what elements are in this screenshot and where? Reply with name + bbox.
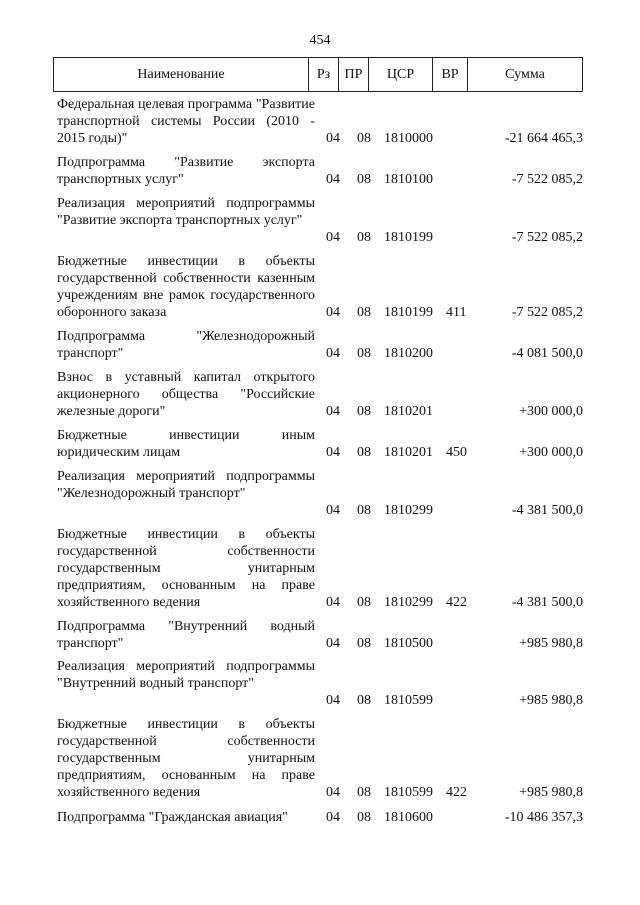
- row-csr: 1810201: [384, 404, 433, 419]
- row-name: Подпрограмма "Развитие экспорта транспортных услуг": [57, 155, 315, 187]
- header-sum: Сумма: [468, 58, 583, 92]
- table-row: [0, 716, 640, 801]
- row-name: Федеральная целевая программа "Развитие транспортной системы России (2010 - 2015 годы)": [57, 97, 315, 146]
- row-csr: 1810299: [384, 595, 433, 610]
- row-name: Бюджетные инвестиции в объекты государственной собственности государственным унитарным предприятиям, основанным на праве хозяйственного ведения: [57, 527, 315, 610]
- row-vr: 411: [446, 305, 467, 320]
- row-csr: 1810299: [384, 503, 433, 518]
- row-csr: 1810199: [384, 305, 433, 320]
- row-vr: 422: [446, 785, 467, 800]
- row-sum: +985 980,8: [519, 785, 583, 800]
- row-rz: 04: [326, 305, 340, 320]
- row-name: Подпрограмма "Гражданская авиация": [57, 810, 288, 825]
- row-pr: 08: [357, 172, 371, 187]
- row-name: Подпрограмма "Железнодорожный транспорт": [57, 329, 315, 361]
- row-rz: 04: [326, 131, 340, 146]
- row-csr: 1810500: [384, 636, 433, 651]
- row-csr: 1810100: [384, 172, 433, 187]
- row-pr: 08: [357, 305, 371, 320]
- row-sum: -10 486 357,3: [504, 810, 583, 825]
- row-pr: 08: [357, 810, 371, 825]
- row-name: Реализация мероприятий подпрограммы "Железнодорожный транспорт": [57, 469, 315, 501]
- header-vr: ВР: [433, 58, 468, 92]
- table-row: [0, 618, 640, 652]
- row-name: Бюджетные инвестиции иным юридическим лицам: [57, 428, 315, 460]
- row-sum: +985 980,8: [519, 636, 583, 651]
- row-rz: 04: [326, 445, 340, 460]
- row-sum: -4 381 500,0: [511, 595, 583, 610]
- row-vr: 422: [446, 595, 467, 610]
- header-csr: ЦСР: [369, 58, 433, 92]
- row-csr: 1810200: [384, 346, 433, 361]
- row-pr: 08: [357, 636, 371, 651]
- row-rz: 04: [326, 693, 340, 708]
- row-rz: 04: [326, 785, 340, 800]
- table-row: [0, 195, 640, 246]
- row-rz: 04: [326, 404, 340, 419]
- row-name: Бюджетные инвестиции в объекты государственной собственности казенным учреждениям вне рамок государственного оборонного заказа: [57, 254, 315, 320]
- table-row: [0, 328, 640, 362]
- row-name: Взнос в уставный капитал открытого акционерного общества "Российские железные дороги": [57, 370, 315, 419]
- row-pr: 08: [357, 404, 371, 419]
- row-csr: 1810199: [384, 230, 433, 245]
- row-rz: 04: [326, 810, 340, 825]
- page-number: 454: [309, 33, 331, 48]
- row-csr: 1810600: [384, 810, 433, 825]
- table-row: [0, 468, 640, 519]
- table-header: [53, 57, 583, 92]
- row-csr: 1810201: [384, 445, 433, 460]
- row-csr: 1810000: [384, 131, 433, 146]
- row-pr: 08: [357, 693, 371, 708]
- row-rz: 04: [326, 595, 340, 610]
- row-sum: -7 522 085,2: [511, 305, 583, 320]
- row-rz: 04: [326, 503, 340, 518]
- row-pr: 08: [357, 131, 371, 146]
- header-name: Наименование: [54, 58, 309, 92]
- row-sum: -4 381 500,0: [511, 503, 583, 518]
- table-row: [0, 658, 640, 709]
- header-pr: ПР: [339, 58, 369, 92]
- table-row: [0, 253, 640, 321]
- row-name: Бюджетные инвестиции в объекты государственной собственности государственным унитарным предприятиям, основанным на праве хозяйственного ведения: [57, 717, 315, 800]
- row-rz: 04: [326, 230, 340, 245]
- row-name: Реализация мероприятий подпрограммы "Развитие экспорта транспортных услуг": [57, 196, 315, 228]
- row-rz: 04: [326, 346, 340, 361]
- row-csr: 1810599: [384, 693, 433, 708]
- row-sum: -7 522 085,2: [511, 172, 583, 187]
- row-sum: -21 664 465,3: [504, 131, 583, 146]
- row-name: Реализация мероприятий подпрограммы "Внутренний водный транспорт": [57, 659, 315, 691]
- row-pr: 08: [357, 503, 371, 518]
- row-pr: 08: [357, 230, 371, 245]
- row-sum: -7 522 085,2: [511, 230, 583, 245]
- row-sum: +985 980,8: [519, 693, 583, 708]
- table-row: [0, 369, 640, 420]
- row-vr: 450: [446, 445, 467, 460]
- row-rz: 04: [326, 636, 340, 651]
- row-pr: 08: [357, 595, 371, 610]
- table-row: [0, 96, 640, 147]
- row-sum: +300 000,0: [519, 445, 583, 460]
- row-csr: 1810599: [384, 785, 433, 800]
- header-rz: Рз: [309, 58, 339, 92]
- row-pr: 08: [357, 346, 371, 361]
- row-pr: 08: [357, 785, 371, 800]
- row-name: Подпрограмма "Внутренний водный транспорт": [57, 619, 315, 651]
- row-pr: 08: [357, 445, 371, 460]
- row-rz: 04: [326, 172, 340, 187]
- table-row: [0, 526, 640, 611]
- table-row: [0, 809, 640, 826]
- row-sum: +300 000,0: [519, 404, 583, 419]
- row-sum: -4 081 500,0: [511, 346, 583, 361]
- table-row: [0, 427, 640, 461]
- table-row: [0, 154, 640, 188]
